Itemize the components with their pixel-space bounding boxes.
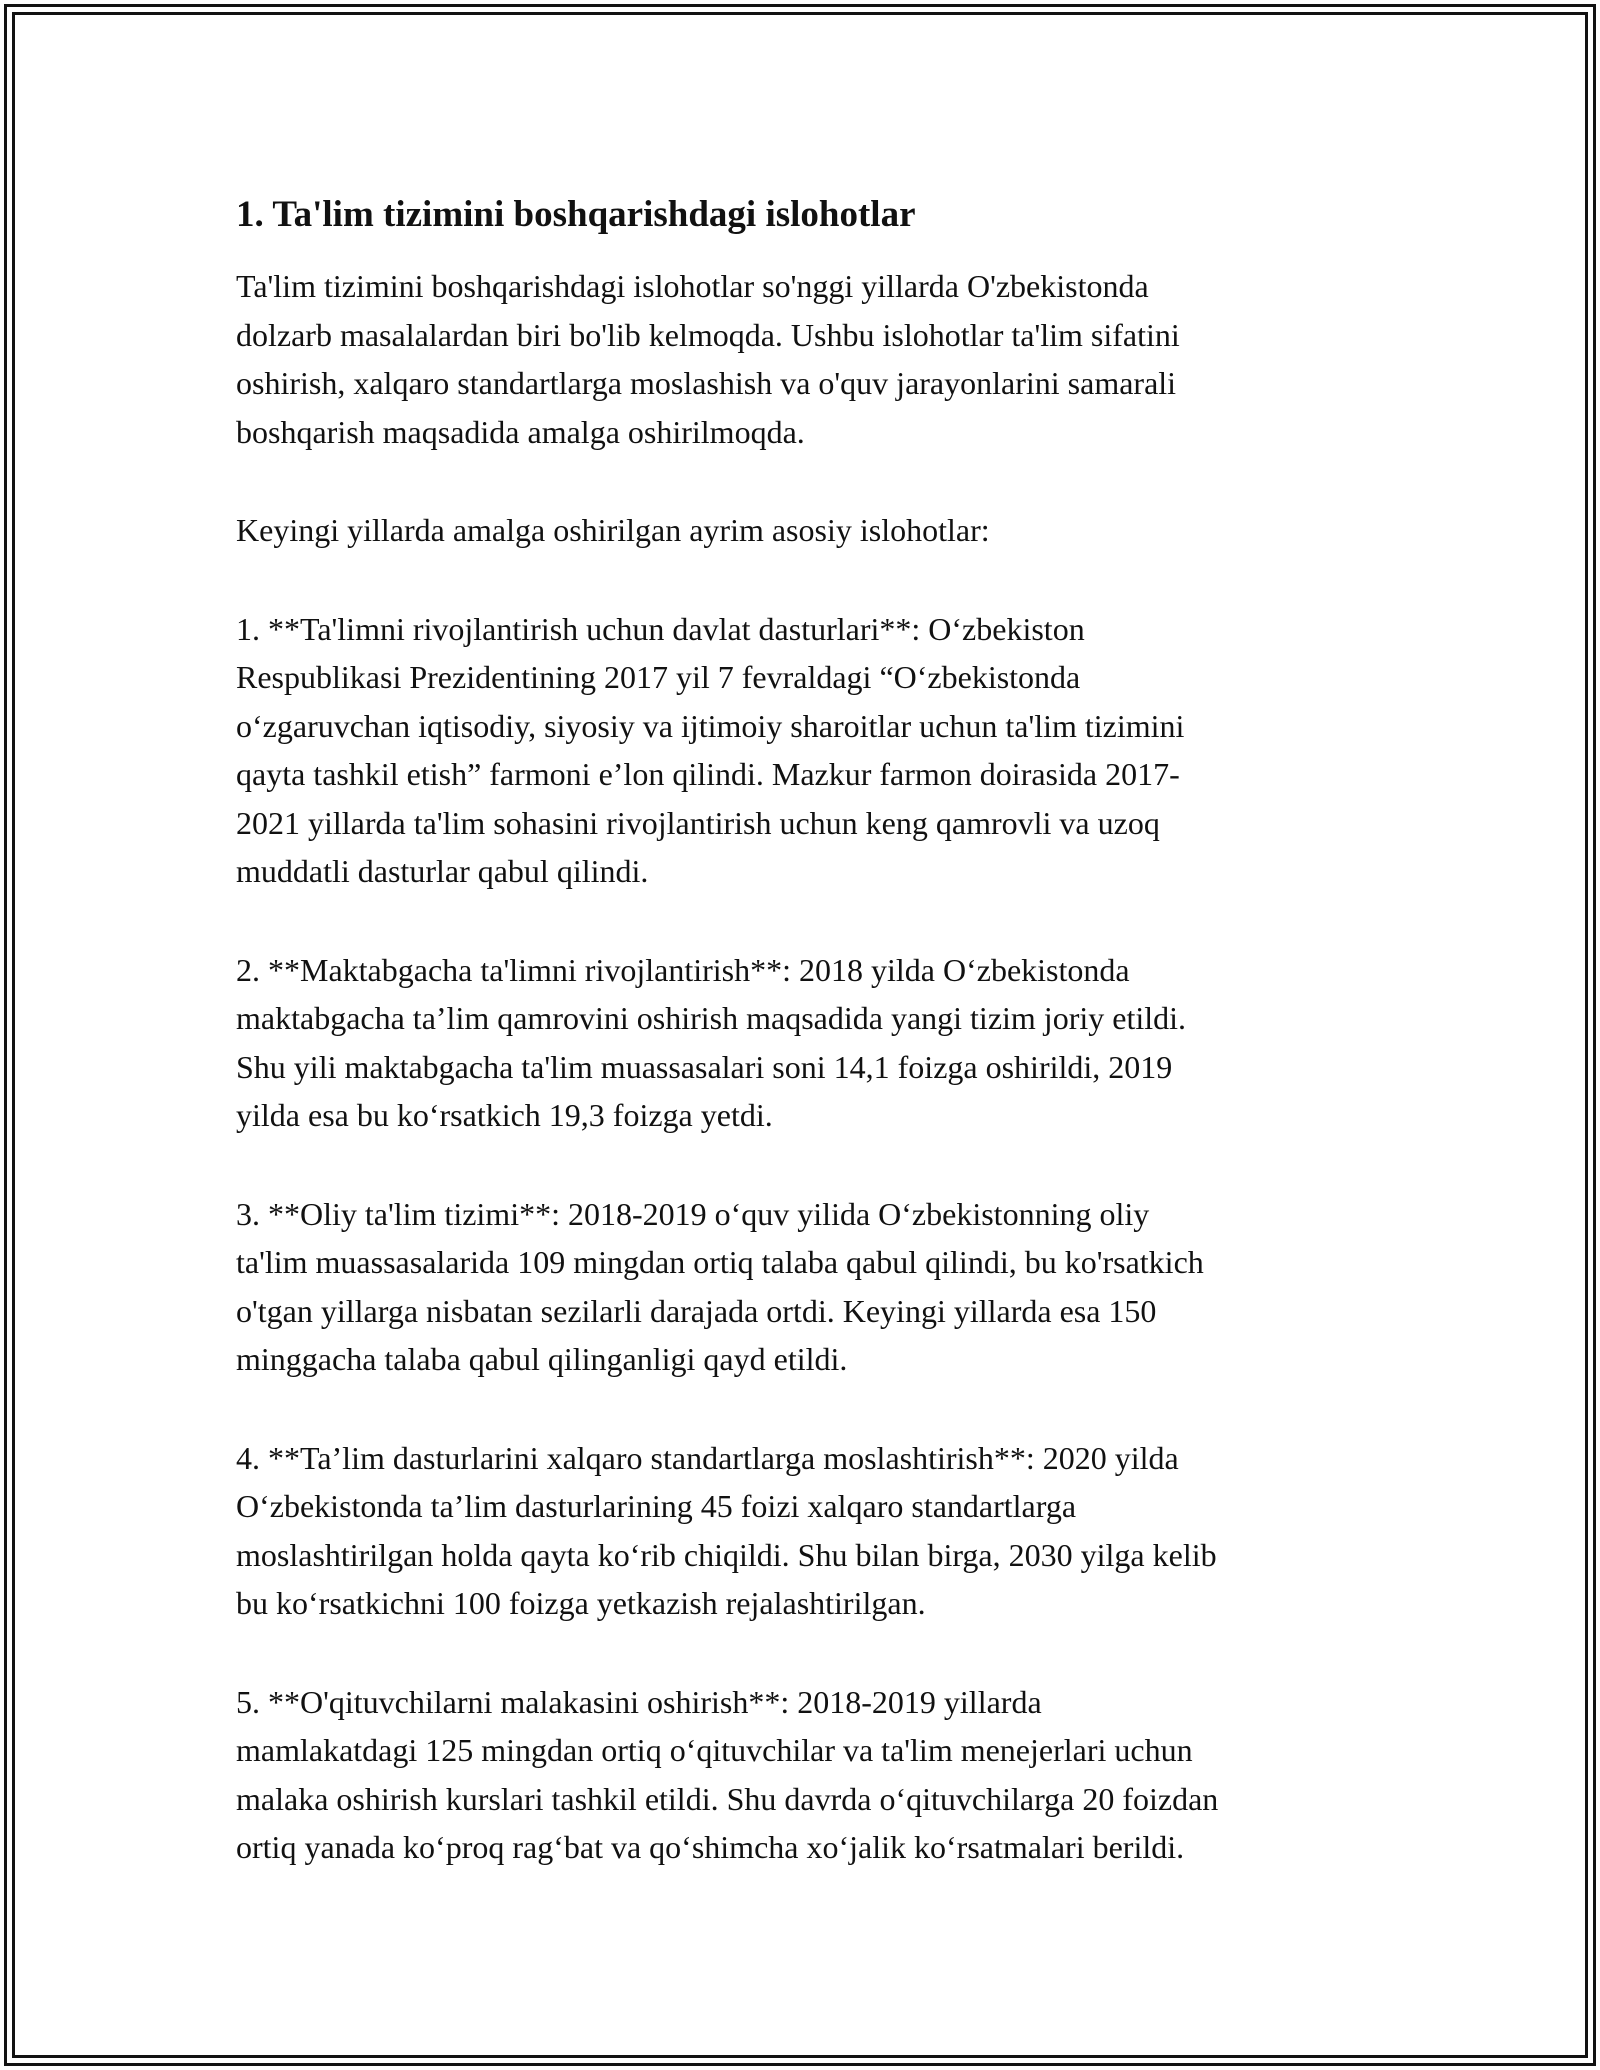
reform-item-4 (236, 1434, 1366, 1628)
reform-item-5 (236, 1678, 1366, 1872)
text-line: 5. **O'qituvchilarni malakasini oshirish**: 2018-2019 yillarda (236, 1683, 1042, 1720)
text-line: oshirish, xalqaro standartlarga moslashish va o'quv jarayonlarini samarali (236, 365, 1177, 401)
section-title: 1. Ta'lim tizimini boshqarishdagi islohotlar (236, 194, 916, 235)
paragraph-intro (236, 262, 1366, 456)
text-line: bu ko‘rsatkichni 100 foizga yetkazish rejalashtirilgan. (236, 1585, 926, 1621)
text-line: mamlakatdagi 125 mingdan ortiq o‘qituvchilar va ta'lim menejerlari uchun (236, 1732, 1193, 1768)
text-line: o'tgan yillarga nisbatan sezilarli darajada ortdi. Keyingi yillarda esa 150 (236, 1292, 1157, 1329)
text-line: muddatli dasturlar qabul qilindi. (236, 853, 649, 889)
text-line: 3. **Oliy ta'lim tizimi**: 2018-2019 o‘quv yilida O‘zbekistonning oliy (236, 1195, 1150, 1232)
text-line: yilda esa bu ko‘rsatkich 19,3 foizga yetdi. (236, 1097, 773, 1133)
text-line: o‘zgaruvchan iqtisodiy, siyosiy va ijtimoiy sharoitlar uchun ta'lim tizimini (236, 707, 1185, 744)
reform-item-3 (236, 1190, 1366, 1384)
text-line: boshqarish maqsadida amalga oshirilmoqda. (236, 413, 805, 450)
text-line: O‘zbekistonda ta’lim dasturlarining 45 foizi xalqaro standartlarga (236, 1488, 1077, 1524)
text-line: malaka oshirish kurslari tashkil etildi. Shu davrda o‘qituvchilarga 20 foizdan (236, 1780, 1219, 1817)
text-line: Ta'lim tizimini boshqarishdagi islohotlar so'nggi yillarda O'zbekistonda (236, 268, 1149, 304)
reform-item-2 (236, 946, 1366, 1140)
text-line: dolzarb masalalardan biri bo'lib kelmoqda. Ushbu islohotlar ta'lim sifatini (236, 316, 1180, 353)
text-line: maktabgacha ta’lim qamrovini oshirish maqsadida yangi tizim joriy etildi. (236, 1000, 1186, 1036)
text-line: minggacha talaba qabul qilinganligi qayd etildi. (236, 1341, 848, 1377)
text-line: 4. **Ta’lim dasturlarini xalqaro standartlarga moslashtirish**: 2020 yilda (236, 1439, 1179, 1476)
text-line: moslashtirilgan holda qayta ko‘rib chiqildi. Shu bilan birga, 2030 yilga kelib (236, 1536, 1217, 1573)
text-line: 2. **Maktabgacha ta'limni rivojlantirish**: 2018 yilda O‘zbekistonda (236, 951, 1130, 988)
text-line: ortiq yanada ko‘proq rag‘bat va qo‘shimcha xo‘jalik ko‘rsatmalari berildi. (236, 1829, 1185, 1865)
paragraph-reforms-lead (236, 506, 1366, 555)
text-line: Shu yili maktabgacha ta'lim muassasalari soni 14,1 foizga oshirildi, 2019 (236, 1048, 1173, 1085)
text-line: 1. **Ta'limni rivojlantirish uchun davlat dasturlari**: O‘zbekiston (236, 610, 1085, 647)
text-line: ta'lim muassasalarida 109 mingdan ortiq talaba qabul qilindi, bu ko'rsatkich (236, 1244, 1204, 1280)
text-line: 2021 yillarda ta'lim sohasini rivojlantirish uchun keng qamrovli va uzoq (236, 804, 1160, 841)
text-line: Keyingi yillarda amalga oshirilgan ayrim asosiy islohotlar: (236, 512, 990, 548)
reform-item-1 (236, 605, 1366, 896)
document-body (236, 188, 1366, 1922)
text-line: Respublikasi Prezidentining 2017 yil 7 fevraldagi “O‘zbekistonda (236, 659, 1081, 695)
text-line: qayta tashkil etish” farmoni e’lon qilindi. Mazkur farmon doirasida 2017- (236, 756, 1180, 792)
